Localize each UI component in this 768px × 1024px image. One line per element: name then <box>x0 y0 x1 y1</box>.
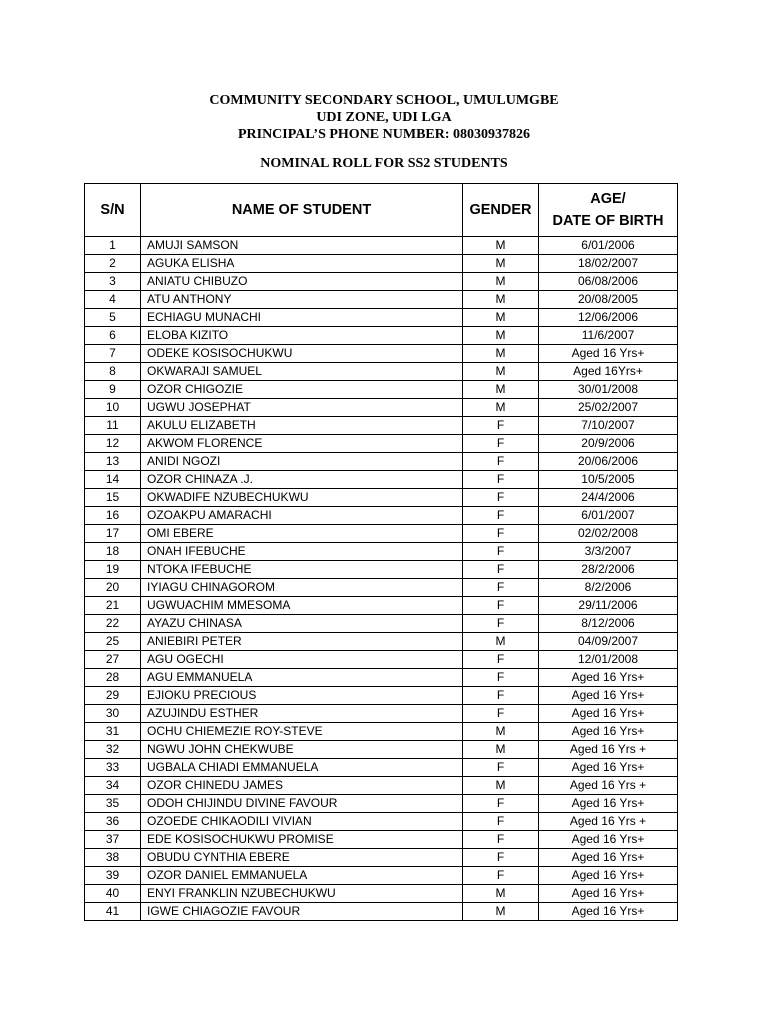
cell-sn: 5 <box>85 309 141 327</box>
table-row <box>85 615 678 633</box>
cell-gender: F <box>463 543 539 561</box>
table-row <box>85 867 678 885</box>
cell-gender: M <box>463 327 539 345</box>
cell-gender: F <box>463 471 539 489</box>
cell-gender: F <box>463 615 539 633</box>
cell-name: IYIAGU CHINAGOROM <box>141 579 463 597</box>
cell-dob: 20/9/2006 <box>539 435 678 453</box>
table-row <box>85 435 678 453</box>
cell-gender: M <box>463 381 539 399</box>
cell-dob: Aged 16Yrs+ <box>539 363 678 381</box>
cell-dob: 6/01/2007 <box>539 507 678 525</box>
table-row <box>85 453 678 471</box>
table-row <box>85 849 678 867</box>
table-row <box>85 561 678 579</box>
cell-dob: 28/2/2006 <box>539 561 678 579</box>
cell-dob: Aged 16 Yrs+ <box>539 687 678 705</box>
cell-sn: 33 <box>85 759 141 777</box>
cell-sn: 21 <box>85 597 141 615</box>
table-row <box>85 381 678 399</box>
cell-sn: 1 <box>85 237 141 255</box>
cell-sn: 8 <box>85 363 141 381</box>
cell-sn: 27 <box>85 651 141 669</box>
cell-gender: M <box>463 741 539 759</box>
cell-name: ECHIAGU MUNACHI <box>141 309 463 327</box>
table-header-row <box>85 184 678 237</box>
cell-name: OKWADIFE NZUBECHUKWU <box>141 489 463 507</box>
cell-name: NGWU JOHN CHEKWUBE <box>141 741 463 759</box>
cell-name: AYAZU CHINASA <box>141 615 463 633</box>
cell-sn: 9 <box>85 381 141 399</box>
cell-dob: Aged 16 Yrs + <box>539 813 678 831</box>
table-row <box>85 795 678 813</box>
table-row <box>85 417 678 435</box>
cell-gender: M <box>463 345 539 363</box>
table-row <box>85 831 678 849</box>
cell-dob: Aged 16 Yrs+ <box>539 831 678 849</box>
cell-sn: 29 <box>85 687 141 705</box>
cell-dob: 20/08/2005 <box>539 291 678 309</box>
table-row <box>85 903 678 921</box>
cell-dob: 10/5/2005 <box>539 471 678 489</box>
cell-sn: 37 <box>85 831 141 849</box>
cell-dob: 12/06/2006 <box>539 309 678 327</box>
cell-sn: 16 <box>85 507 141 525</box>
cell-dob: 25/02/2007 <box>539 399 678 417</box>
header-dob <box>539 184 678 237</box>
table-row <box>85 813 678 831</box>
header-name: NAME OF STUDENT <box>141 184 463 237</box>
cell-gender: M <box>463 291 539 309</box>
cell-name: ODOH CHIJINDU DIVINE FAVOUR <box>141 795 463 813</box>
cell-sn: 32 <box>85 741 141 759</box>
cell-dob: 30/01/2008 <box>539 381 678 399</box>
cell-name: ELOBA KIZITO <box>141 327 463 345</box>
cell-gender: F <box>463 849 539 867</box>
cell-name: OZOR CHINAZA .J. <box>141 471 463 489</box>
table-row <box>85 759 678 777</box>
table-row <box>85 885 678 903</box>
cell-sn: 40 <box>85 885 141 903</box>
cell-name: ANIDI NGOZI <box>141 453 463 471</box>
zone-line: UDI ZONE, UDI LGA <box>316 110 452 125</box>
cell-gender: M <box>463 309 539 327</box>
cell-sn: 30 <box>85 705 141 723</box>
cell-sn: 17 <box>85 525 141 543</box>
cell-name: ATU ANTHONY <box>141 291 463 309</box>
cell-sn: 10 <box>85 399 141 417</box>
cell-dob: Aged 16 Yrs+ <box>539 669 678 687</box>
cell-dob: Aged 16 Yrs+ <box>539 903 678 921</box>
table-row <box>85 327 678 345</box>
cell-gender: M <box>463 399 539 417</box>
cell-gender: F <box>463 867 539 885</box>
cell-gender: F <box>463 687 539 705</box>
cell-gender: M <box>463 903 539 921</box>
table-row <box>85 777 678 795</box>
cell-name: OCHU CHIEMEZIE ROY-STEVE <box>141 723 463 741</box>
cell-dob: Aged 16 Yrs+ <box>539 723 678 741</box>
cell-name: AGU EMMANUELA <box>141 669 463 687</box>
cell-sn: 34 <box>85 777 141 795</box>
cell-sn: 12 <box>85 435 141 453</box>
cell-name: AGUKA ELISHA <box>141 255 463 273</box>
cell-gender: M <box>463 885 539 903</box>
cell-sn: 6 <box>85 327 141 345</box>
cell-dob: 8/12/2006 <box>539 615 678 633</box>
cell-sn: 25 <box>85 633 141 651</box>
cell-sn: 20 <box>85 579 141 597</box>
cell-gender: F <box>463 579 539 597</box>
cell-dob: 6/01/2006 <box>539 237 678 255</box>
table-row <box>85 651 678 669</box>
table-row <box>85 687 678 705</box>
cell-dob: 02/02/2008 <box>539 525 678 543</box>
cell-dob: Aged 16 Yrs+ <box>539 867 678 885</box>
cell-dob: 06/08/2006 <box>539 273 678 291</box>
cell-name: IGWE CHIAGOZIE FAVOUR <box>141 903 463 921</box>
cell-gender: M <box>463 363 539 381</box>
cell-name: AKULU ELIZABETH <box>141 417 463 435</box>
table-body <box>85 237 678 921</box>
cell-name: OZOAKPU AMARACHI <box>141 507 463 525</box>
table-row <box>85 633 678 651</box>
cell-sn: 2 <box>85 255 141 273</box>
cell-sn: 41 <box>85 903 141 921</box>
cell-gender: F <box>463 795 539 813</box>
cell-name: AKWOM FLORENCE <box>141 435 463 453</box>
cell-sn: 38 <box>85 849 141 867</box>
cell-name: ANIEBIRI PETER <box>141 633 463 651</box>
table-row <box>85 597 678 615</box>
cell-gender: F <box>463 651 539 669</box>
cell-gender: F <box>463 759 539 777</box>
cell-name: ENYI FRANKLIN NZUBECHUKWU <box>141 885 463 903</box>
cell-gender: M <box>463 255 539 273</box>
cell-gender: F <box>463 435 539 453</box>
cell-dob: 8/2/2006 <box>539 579 678 597</box>
cell-sn: 11 <box>85 417 141 435</box>
cell-name: AZUJINDU ESTHER <box>141 705 463 723</box>
table-row <box>85 237 678 255</box>
header-dob-line2: DATE OF BIRTH <box>552 213 664 229</box>
cell-name: OZOR CHIGOZIE <box>141 381 463 399</box>
cell-name: ONAH IFEBUCHE <box>141 543 463 561</box>
document-header <box>0 92 768 143</box>
table-row <box>85 345 678 363</box>
cell-gender: M <box>463 633 539 651</box>
cell-gender: F <box>463 813 539 831</box>
cell-gender: M <box>463 777 539 795</box>
cell-dob: Aged 16 Yrs+ <box>539 705 678 723</box>
table-row <box>85 579 678 597</box>
cell-dob: Aged 16 Yrs+ <box>539 345 678 363</box>
cell-sn: 14 <box>85 471 141 489</box>
cell-dob: 24/4/2006 <box>539 489 678 507</box>
cell-gender: M <box>463 723 539 741</box>
cell-gender: F <box>463 507 539 525</box>
cell-name: OMI EBERE <box>141 525 463 543</box>
cell-gender: F <box>463 669 539 687</box>
cell-dob: 7/10/2007 <box>539 417 678 435</box>
cell-name: UGBALA CHIADI EMMANUELA <box>141 759 463 777</box>
cell-name: NTOKA IFEBUCHE <box>141 561 463 579</box>
cell-gender: F <box>463 831 539 849</box>
cell-sn: 28 <box>85 669 141 687</box>
nominal-roll-table <box>84 183 678 921</box>
cell-gender: F <box>463 525 539 543</box>
cell-dob: Aged 16 Yrs+ <box>539 759 678 777</box>
cell-name: OZOR CHINEDU JAMES <box>141 777 463 795</box>
table-row <box>85 741 678 759</box>
cell-name: OZOEDE CHIKAODILI VIVIAN <box>141 813 463 831</box>
cell-sn: 4 <box>85 291 141 309</box>
cell-gender: F <box>463 561 539 579</box>
cell-name: OZOR DANIEL EMMANUELA <box>141 867 463 885</box>
table-row <box>85 489 678 507</box>
school-name: COMMUNITY SECONDARY SCHOOL, UMULUMGBE <box>209 93 559 108</box>
cell-dob: 29/11/2006 <box>539 597 678 615</box>
cell-dob: Aged 16 Yrs+ <box>539 795 678 813</box>
table-row <box>85 255 678 273</box>
table-row <box>85 669 678 687</box>
cell-gender: M <box>463 273 539 291</box>
cell-gender: F <box>463 705 539 723</box>
cell-name: UGWUACHIM MMESOMA <box>141 597 463 615</box>
table-row <box>85 705 678 723</box>
table-row <box>85 723 678 741</box>
cell-name: OKWARAJI SAMUEL <box>141 363 463 381</box>
cell-sn: 39 <box>85 867 141 885</box>
table-row <box>85 471 678 489</box>
cell-dob: 11/6/2007 <box>539 327 678 345</box>
cell-sn: 36 <box>85 813 141 831</box>
cell-sn: 3 <box>85 273 141 291</box>
cell-dob: Aged 16 Yrs+ <box>539 885 678 903</box>
cell-name: EJIOKU PRECIOUS <box>141 687 463 705</box>
cell-dob: 3/3/2007 <box>539 543 678 561</box>
cell-gender: F <box>463 489 539 507</box>
header-gender: GENDER <box>463 184 539 237</box>
cell-name: AGU OGECHI <box>141 651 463 669</box>
table-row <box>85 273 678 291</box>
cell-dob: Aged 16 Yrs + <box>539 777 678 795</box>
cell-gender: F <box>463 453 539 471</box>
table-row <box>85 525 678 543</box>
table-row <box>85 291 678 309</box>
table-row <box>85 543 678 561</box>
cell-sn: 7 <box>85 345 141 363</box>
cell-sn: 19 <box>85 561 141 579</box>
cell-sn: 13 <box>85 453 141 471</box>
cell-name: EDE KOSISOCHUKWU PROMISE <box>141 831 463 849</box>
header-dob-line1: AGE/ <box>590 191 626 207</box>
cell-name: AMUJI SAMSON <box>141 237 463 255</box>
principal-phone: PRINCIPAL’S PHONE NUMBER: 08030937826 <box>237 127 531 142</box>
cell-sn: 15 <box>85 489 141 507</box>
cell-sn: 31 <box>85 723 141 741</box>
table-row <box>85 363 678 381</box>
cell-sn: 18 <box>85 543 141 561</box>
cell-sn: 22 <box>85 615 141 633</box>
header-sn: S/N <box>85 184 141 237</box>
table-row <box>85 399 678 417</box>
cell-gender: M <box>463 237 539 255</box>
cell-sn: 35 <box>85 795 141 813</box>
cell-dob: 20/06/2006 <box>539 453 678 471</box>
table-row <box>85 507 678 525</box>
cell-dob: 18/02/2007 <box>539 255 678 273</box>
cell-name: UGWU JOSEPHAT <box>141 399 463 417</box>
table-row <box>85 309 678 327</box>
cell-dob: 04/09/2007 <box>539 633 678 651</box>
cell-name: OBUDU CYNTHIA EBERE <box>141 849 463 867</box>
cell-dob: 12/01/2008 <box>539 651 678 669</box>
cell-name: ANIATU CHIBUZO <box>141 273 463 291</box>
cell-dob: Aged 16 Yrs + <box>539 741 678 759</box>
cell-gender: F <box>463 597 539 615</box>
cell-gender: F <box>463 417 539 435</box>
roll-title: NOMINAL ROLL FOR SS2 STUDENTS <box>260 156 508 171</box>
cell-dob: Aged 16 Yrs+ <box>539 849 678 867</box>
cell-name: ODEKE KOSISOCHUKWU <box>141 345 463 363</box>
